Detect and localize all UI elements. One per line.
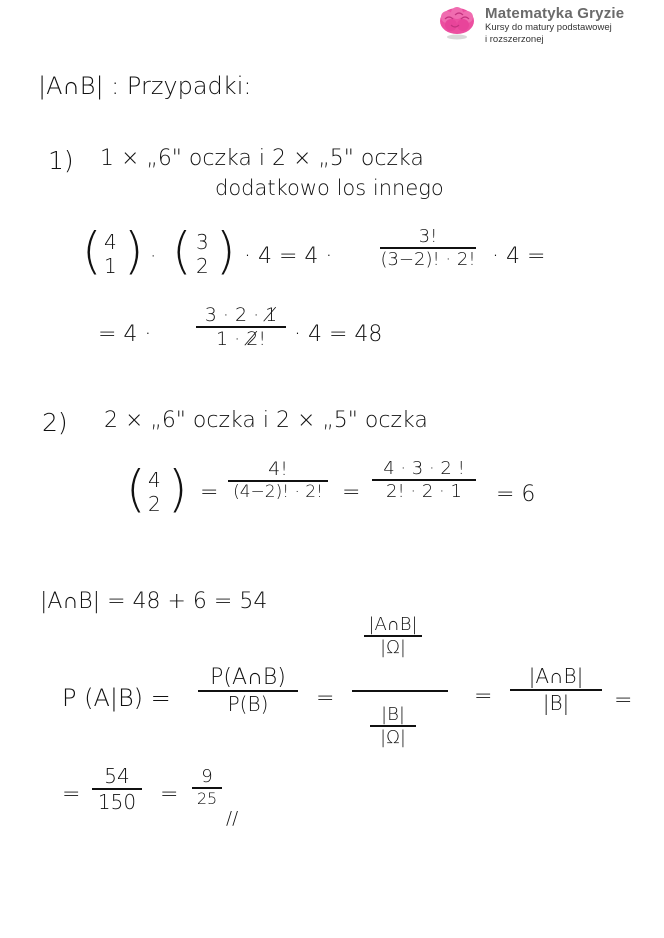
case1-binom1-bottom: 1 [104, 254, 117, 278]
case1-line2: dodatkowo los innego [215, 176, 444, 200]
case2-binom-left-paren: ( [126, 460, 146, 518]
case2-binom [148, 468, 161, 516]
brain-logo-icon [437, 5, 477, 41]
case2-eq1: = [200, 480, 219, 505]
prob-lhs: P (A|B) = [62, 684, 171, 712]
total-line: |A∩B| = 48 + 6 = 54 [40, 589, 268, 614]
case1-binom1-left-paren: ( [82, 222, 102, 280]
case1-frac2 [196, 304, 286, 350]
case1-binom2-bottom: 2 [196, 254, 209, 278]
case1-binom1 [104, 230, 117, 278]
case1-binom2-left-paren: ( [172, 222, 192, 280]
brand-header [437, 5, 624, 46]
prob-main-bar [352, 690, 448, 692]
case1-frac1 [380, 226, 476, 270]
final-frac2 [192, 766, 222, 808]
case1-binom2-right-paren: ) [216, 222, 236, 280]
prob-frac3-num: |A∩B| [528, 664, 584, 688]
case2-line1: 2 × „6" oczka i 2 × „5" oczka [104, 408, 428, 433]
prob-frac3-den: |B| [542, 690, 570, 715]
case2-frac1 [228, 458, 328, 502]
case2-result: = 6 [496, 482, 536, 507]
case1-tail1: · 4 = [492, 244, 546, 269]
case2-binom-bottom: 2 [148, 492, 161, 516]
case1-binom2 [196, 230, 209, 278]
case2-binom-top: 4 [148, 468, 161, 492]
final-mark: // [226, 808, 239, 829]
final-frac1 [92, 764, 142, 814]
prob-inner-bot-den: |Ω| [380, 726, 406, 748]
final-frac1-den: 150 [97, 789, 137, 814]
case2-frac1-den: (4−2)! · 2! [233, 481, 323, 502]
case2-frac2-den: 2! · 2 · 1 [386, 480, 462, 502]
prob-frac1-den: P(B) [227, 691, 269, 716]
final-eq: = [62, 782, 81, 807]
prob-frac1 [198, 664, 298, 716]
final-frac2-den: 25 [196, 788, 218, 808]
case1-row2-prefix: = 4 · [98, 322, 152, 347]
case2-binom-right-paren: ) [168, 460, 188, 518]
brand-subtitle-line2: i rozszerzonej [485, 34, 544, 45]
case1-number: 1) [48, 146, 74, 175]
case1-binom1-top: 4 [104, 230, 117, 254]
prob-inner-bot-num: |B| [381, 704, 405, 725]
final-frac1-num: 54 [104, 764, 130, 788]
case1-frac2-den: 1 · 2̸! [216, 327, 266, 350]
case1-frac1-den: (3−2)! · 2! [380, 248, 476, 270]
prob-eq3: = [614, 688, 633, 713]
final-eq2: = [160, 782, 179, 807]
prob-eq1: = [316, 686, 335, 711]
case1-binom2-top: 3 [196, 230, 209, 254]
case1-line1: 1 × „6" oczka i 2 × „5" oczka [100, 146, 424, 171]
prob-eq2: = [474, 684, 493, 709]
case1-frac2-num: 3 · 2 · 1̸ [204, 304, 278, 326]
brand-title: Matematyka Gryzie [485, 5, 625, 22]
case1-frac1-num: 3! [418, 226, 438, 247]
case2-eq2: = [342, 480, 361, 505]
case2-frac1-num: 4! [268, 458, 288, 480]
case1-dot2: · 4 = 4 · [244, 244, 333, 269]
prob-frac1-num: P(A∩B) [210, 665, 286, 690]
prob-inner-top-num: |A∩B| [368, 614, 418, 635]
case1-binom1-right-paren: ) [124, 222, 144, 280]
case1-row2-suffix: · 4 = 48 [294, 322, 383, 347]
case2-frac2-num: 4 · 3 · 2 ! [383, 458, 465, 479]
final-frac2-num: 9 [201, 766, 213, 787]
prob-inner-bottom [370, 704, 416, 748]
prob-inner-top [364, 614, 422, 658]
case2-number: 2) [42, 408, 68, 437]
prob-frac3 [510, 664, 602, 715]
case2-frac2 [372, 458, 476, 502]
prob-inner-top-den: |Ω| [380, 636, 406, 658]
brand-subtitle-line1: Kursy do matury podstawowej [485, 22, 612, 33]
case1-dot1: · [150, 244, 157, 268]
heading: |A∩B| : Przypadki: [38, 72, 252, 100]
